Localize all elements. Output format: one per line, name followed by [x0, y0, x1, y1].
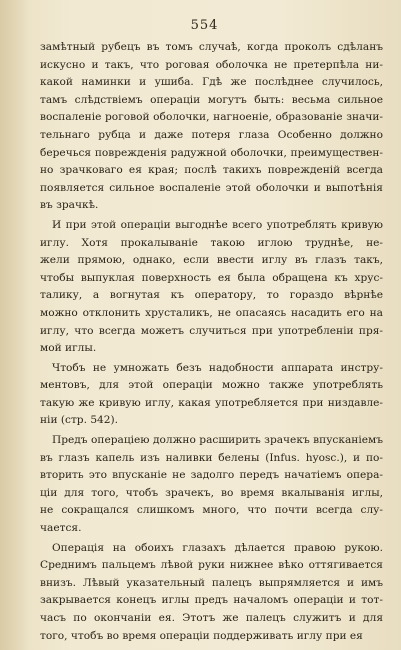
text-line: чается.: [40, 522, 82, 535]
paragraph: [40, 432, 383, 538]
text-line: воспаленіе роговой оболочки, нагноеніе, образованіе значи-: [40, 111, 383, 124]
text-line: въ зрачкѣ.: [40, 199, 99, 212]
text-line: появляется сильное воспаленіе этой оболочки и выпотѣнія: [40, 181, 383, 194]
text-line: тамъ слѣдствіемъ операціи могутъ быть: весьма сильное: [40, 93, 383, 106]
text-line: ніи (стр. 542).: [40, 414, 119, 427]
text-line: беречься поврежденія радужной оболочки, преимуществен-: [40, 146, 383, 159]
paragraph: [40, 540, 383, 646]
text-line: мой иглы.: [40, 342, 97, 355]
text-line: жели прямою, однако, если ввести иглу въ глазъ такъ,: [40, 254, 383, 267]
text-line: въ глазъ капель изъ наливки белены (Infus. hyosc.), и по-: [40, 451, 383, 464]
text-line: Операція на обоихъ глазахъ дѣлается правою рукою.: [52, 541, 383, 554]
text-line: ціи для того, чтобъ зрачекъ, во время вкалыванія иглы,: [40, 486, 383, 499]
paragraph: [40, 217, 383, 358]
paragraph: [40, 360, 383, 430]
text-line: не сокращался слишкомъ много, что почти всегда слу-: [40, 504, 383, 517]
text-line: тельнаго рубца и даже потеря глаза Особенно должно: [40, 128, 383, 141]
text-line: можно отклонить хрусталикъ, не опасаясь насадить его на: [40, 306, 383, 319]
text-line: вторить это впусканіе не задолго передъ начатіемъ опера-: [40, 469, 383, 482]
text-line: Предъ операціею должно расширить зрачекъ впусканіемъ: [52, 434, 383, 447]
text-line: чтобы выпуклая поверхность ея была обращена къ хрус-: [40, 271, 383, 284]
text-line: иглу. Хотя прокалываніе такою иглою труднѣе, не-: [40, 236, 383, 249]
text-line: Чтобъ не умножать безъ надобности аппарата инстру-: [52, 361, 383, 374]
text-line: часъ по окончаніи ея. Этотъ же палецъ служитъ и для: [40, 612, 383, 624]
text-line: но зрачковаго ея края; послѣ такихъ поврежденій всегда: [40, 164, 383, 177]
text-line: ментовъ, для этой операціи можно также употреблять: [40, 379, 383, 392]
text-line: искусно и такъ, что роговая оболочка не претерпѣла ни-: [40, 58, 383, 71]
text-line: иглу, что всегда можетъ случиться при употребленіи пря-: [40, 324, 383, 337]
body-text: [40, 39, 383, 645]
text-line: талику, а вогнутая къ оператору, то гораздо вѣрнѣе: [40, 289, 383, 302]
text-line: того, чтобъ во время операціи поддерживать иглу при ея: [40, 629, 363, 642]
paragraph: [40, 39, 383, 215]
text-line: Среднимъ пальцемъ лѣвой руки нижнее вѣко оттягивается: [40, 559, 383, 572]
text-line: закрывается конецъ иглы предъ началомъ операціи и тот-: [40, 594, 383, 607]
text-line: замѣтный рубецъ въ томъ случаѣ, когда проколъ сдѣланъ: [40, 41, 383, 53]
text-line: какой наминки и ушиба. Гдѣ же послѣднее случилось,: [40, 76, 383, 89]
text-line: внизъ. Лѣвый указательный палецъ выпрямляется и имъ: [40, 576, 383, 589]
text-line: И при этой операціи выгоднѣе всего употреблять кривую: [52, 218, 383, 231]
text-line: такую же кривую иглу, какая употребляется при низдавле-: [40, 396, 383, 409]
page-number: 554: [190, 18, 219, 33]
